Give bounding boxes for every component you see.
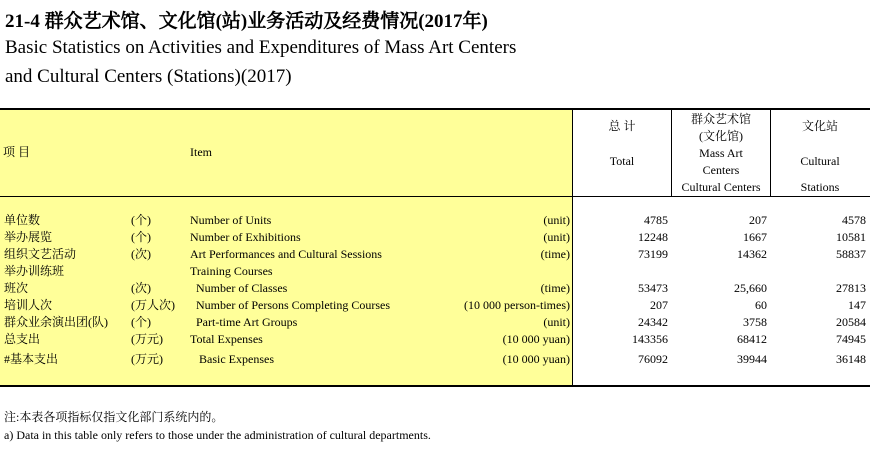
- row-label-zh: 总支出: [4, 332, 41, 346]
- row-mass: 207: [749, 213, 767, 227]
- row-label-zh: 群众业余演出团(队): [4, 315, 108, 329]
- row-station: 10581: [836, 230, 866, 244]
- row-unit-zh: (万元): [131, 352, 163, 366]
- row-station: 74945: [836, 332, 866, 346]
- table-title-en-line2: and Cultural Centers (Stations)(2017): [5, 66, 292, 87]
- row-station: 147: [848, 298, 866, 312]
- row-unit-zh: (万人次): [131, 298, 175, 312]
- row-unit-zh: (个): [131, 315, 151, 329]
- row-station: 58837: [836, 247, 866, 261]
- row-station: 20584: [836, 315, 866, 329]
- row-label-en: Number of Units: [190, 213, 272, 227]
- row-label-en: Art Performances and Cultural Sessions: [190, 247, 382, 261]
- footnote-en: a) Data in this table only refers to those under the administration of cultural departments.: [4, 428, 431, 442]
- header-station-zh: 文化站: [801, 119, 838, 133]
- row-total: 143356: [632, 332, 668, 346]
- table-top-rule: [0, 108, 870, 110]
- header-mass-en-3: Cultural Centers: [681, 180, 761, 194]
- row-label-en: Number of Persons Completing Courses: [196, 298, 390, 312]
- row-label-zh: 举办展览: [4, 230, 53, 244]
- row-unit-zh: (个): [131, 213, 151, 227]
- row-total: 24342: [638, 315, 668, 329]
- row-label-zh: 单位数: [4, 213, 41, 227]
- row-total: 12248: [638, 230, 668, 244]
- footnote-zh: 注:本表各项指标仅指文化部门系统内的。: [4, 410, 224, 424]
- row-mass: 68412: [737, 332, 767, 346]
- row-total: 76092: [638, 352, 668, 366]
- row-total: 207: [650, 298, 668, 312]
- table-bottom-rule: [0, 385, 870, 387]
- row-unit-en: (unit): [543, 230, 570, 244]
- header-item-zh: 项 目: [3, 145, 31, 159]
- row-unit-zh: (个): [131, 230, 151, 244]
- header-station-en-1: Cultural: [800, 154, 840, 168]
- row-station: 4578: [842, 213, 866, 227]
- header-mass-en-2: Centers: [702, 163, 740, 177]
- row-label-zh: 培训人次: [4, 298, 53, 312]
- row-unit-en: (unit): [543, 213, 570, 227]
- row-unit-zh: (次): [131, 247, 151, 261]
- row-label-zh: #基本支出: [4, 352, 59, 366]
- header-total-en: Total: [609, 154, 635, 168]
- row-mass: 25,660: [734, 281, 767, 295]
- row-unit-zh: (万元): [131, 332, 163, 346]
- row-label-en: Part-time Art Groups: [196, 315, 298, 329]
- row-total: 53473: [638, 281, 668, 295]
- header-station-en-2: Stations: [800, 180, 840, 194]
- header-mass-en-1: Mass Art: [699, 146, 743, 160]
- header-total-zh: 总 计: [608, 119, 636, 133]
- row-total: 4785: [644, 213, 668, 227]
- row-total: 73199: [638, 247, 668, 261]
- row-unit-zh: (次): [131, 281, 151, 295]
- row-label-en: Number of Classes: [196, 281, 288, 295]
- row-station: 36148: [836, 352, 866, 366]
- row-unit-en: (10 000 yuan): [502, 332, 570, 346]
- row-unit-en: (unit): [543, 315, 570, 329]
- row-label-en: Training Courses: [190, 264, 273, 278]
- row-label-en: Basic Expenses: [199, 352, 274, 366]
- row-label-en: Total Expenses: [190, 332, 263, 346]
- table-title-en-line1: Basic Statistics on Activities and Expenditures of Mass Art Centers: [5, 37, 517, 58]
- table-title-zh: 21-4 群众艺术馆、文化馆(站)业务活动及经费情况(2017年): [5, 11, 488, 32]
- row-label-zh: 班次: [4, 281, 29, 295]
- row-label-zh: 组织文艺活动: [4, 247, 77, 261]
- row-unit-en: (time): [540, 281, 570, 295]
- row-label-en: Number of Exhibitions: [190, 230, 301, 244]
- row-label-zh: 举办训练班: [4, 264, 65, 278]
- row-station: 27813: [836, 281, 866, 295]
- row-mass: 3758: [743, 315, 767, 329]
- row-mass: 60: [755, 298, 767, 312]
- row-unit-en: (time): [540, 247, 570, 261]
- header-mass-zh-2: (文化馆): [699, 129, 743, 143]
- header-item-en: Item: [190, 145, 212, 159]
- header-mass-zh-1: 群众艺术馆: [690, 112, 751, 126]
- table-header-rule: [0, 196, 870, 197]
- row-mass: 1667: [743, 230, 767, 244]
- row-mass: 14362: [737, 247, 767, 261]
- row-mass: 39944: [737, 352, 767, 366]
- stub-divider: [572, 110, 573, 385]
- row-unit-en: (10 000 yuan): [502, 352, 570, 366]
- row-unit-en: (10 000 person-times): [464, 298, 570, 312]
